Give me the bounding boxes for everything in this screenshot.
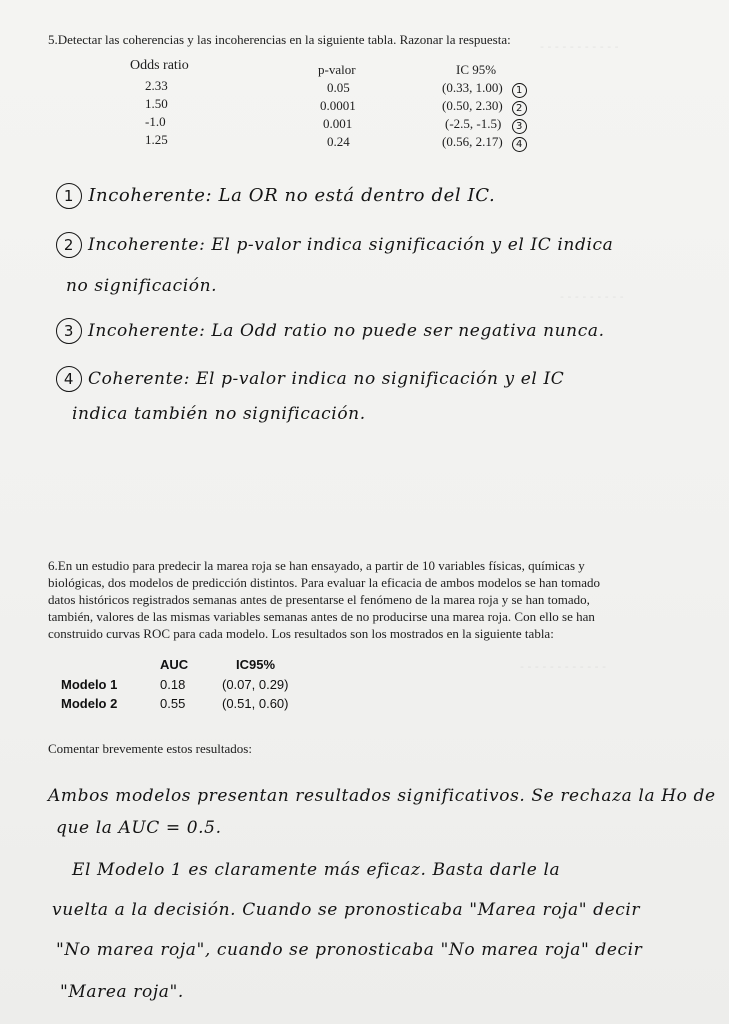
- q5-row1-p: 0.05: [327, 80, 350, 95]
- answer6-line-6: "Marea roja".: [60, 982, 184, 1002]
- q6-line-2: biológicas, dos modelos de predicción distintos. Para evaluar la eficacia de ambos modelos se han tomado: [48, 575, 600, 590]
- q6-row2-ic: (0.51, 0.60): [222, 696, 289, 711]
- answer6-line-3: El Modelo 1 es claramente más eficaz. Basta darle la: [72, 860, 561, 880]
- q5-row4-ic: (0.56, 2.17): [442, 134, 503, 149]
- show-through-text: - - - - - - - - -: [560, 290, 624, 303]
- q6-row2-auc: 0.55: [160, 696, 186, 711]
- q6-row1-auc: 0.18: [160, 677, 186, 692]
- q5-row1-or: 2.33: [145, 78, 168, 93]
- q5-row2-p: 0.0001: [320, 98, 356, 113]
- answer5-2-cont: no significación.: [66, 276, 218, 296]
- q5-row3-mark: 3: [512, 114, 527, 134]
- q5-row2-ic: (0.50, 2.30): [442, 98, 503, 113]
- q5-header-p-valor: p-valor: [318, 62, 356, 77]
- q5-row1-mark: 1: [512, 78, 527, 98]
- q6-header-ic95: IC95%: [236, 657, 276, 672]
- show-through-text: - - - - - - - - - - -: [540, 40, 619, 53]
- q6-row1-model: Modelo 1: [61, 677, 118, 692]
- q6-line-3: datos históricos registrados semanas antes de presentarse el fenómeno de la marea roja y se han tomado,: [48, 592, 590, 607]
- q5-header-odds-ratio: Odds ratio: [130, 58, 189, 73]
- q5-row4-p: 0.24: [327, 134, 350, 149]
- q6-header-auc: AUC: [160, 657, 189, 672]
- q5-row3-ic: (-2.5, -1.5): [445, 116, 502, 131]
- q6-line-1: 6.En un estudio para predecir la marea roja se han ensayado, a partir de 10 variables físicas, químicas y: [48, 558, 585, 573]
- answer5-3: 3 Incoherente: La Odd ratio no puede ser negativa nunca.: [56, 318, 605, 344]
- answer5-4-cont: indica también no significación.: [72, 404, 366, 424]
- q5-row4-or: 1.25: [145, 132, 168, 147]
- q5-row3-or: -1.0: [145, 114, 166, 129]
- q5-row1-ic: (0.33, 1.00): [442, 80, 503, 95]
- q5-header-ic95: IC 95%: [456, 62, 497, 77]
- q5-row3-p: 0.001: [323, 116, 353, 131]
- q5-title: 5.Detectar las coherencias y las incoherencias en la siguiente tabla. Razonar la respuesta:: [48, 32, 511, 47]
- answer6-line-4: vuelta a la decisión. Cuando se pronosticaba "Marea roja" decir: [52, 900, 641, 920]
- q6-line-5: construido curvas ROC para cada modelo. Los resultados son los mostrados en la siguiente tabla:: [48, 626, 554, 641]
- answer5-4: 4 Coherente: El p-valor indica no significación y el IC: [56, 366, 564, 392]
- answer6-line-1: Ambos modelos presentan resultados significativos. Se rechaza la Ho de: [48, 786, 716, 806]
- answer5-1: 1 Incoherente: La OR no está dentro del IC.: [56, 183, 495, 209]
- q5-row2-or: 1.50: [145, 96, 168, 111]
- q6-prompt: Comentar brevemente estos resultados:: [48, 741, 252, 756]
- answer6-line-2: que la AUC = 0.5.: [56, 818, 222, 838]
- answer6-line-5: "No marea roja", cuando se pronosticaba "No marea roja" decir: [56, 940, 643, 960]
- q6-row2-model: Modelo 2: [61, 696, 118, 711]
- q6-row1-ic: (0.07, 0.29): [222, 677, 289, 692]
- answer5-2: 2 Incoherente: El p-valor indica significación y el IC indica: [56, 232, 613, 258]
- q6-line-4: también, valores de las mismas variables semanas antes de no producirse una marea roja. Con ello se han: [48, 609, 595, 624]
- q5-row2-mark: 2: [512, 96, 527, 116]
- show-through-text: - - - - - - - - - - - -: [520, 660, 607, 673]
- q5-row4-mark: 4: [512, 132, 527, 152]
